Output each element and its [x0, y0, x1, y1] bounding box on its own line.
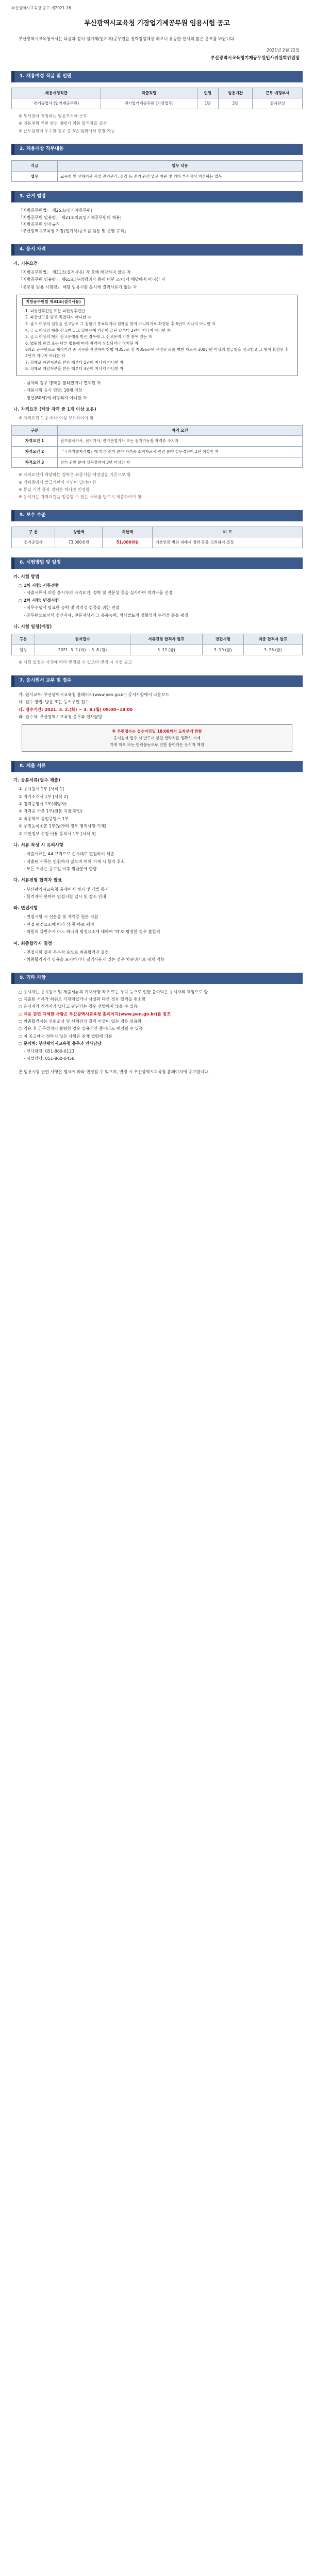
- table-cell: 전기업기제공무원 (기장업무): [101, 98, 197, 109]
- salary-table: [11, 527, 303, 548]
- table-cell: 전기공업사: [12, 537, 55, 548]
- table-row: [12, 537, 303, 548]
- table-cell: 자격요건 3: [12, 457, 58, 468]
- document-line: - 면접 평정요소에 따라 상·중·하로 평정: [24, 922, 94, 927]
- section-5-header: 5. 보수 수준: [11, 510, 303, 521]
- list-item: 「부산광역시교육청 기장(업기제)공무원 임용 및 운영 규칙」: [19, 229, 128, 234]
- col-header: 최종 합격자 발표: [243, 634, 302, 645]
- subhead: 나. 시험 일정(예정): [13, 624, 52, 630]
- other-line: ○ 응시자는 응시원서 및 제출서류의 기재사항 착오 또는 누락 등으로 인한 불이익은 응시자의 책임으로 함: [19, 989, 208, 994]
- schedule-note: ※ 시험 일정은 사정에 따라 변경될 수 있으며 변경 시 사전 공고: [19, 660, 133, 665]
- col-header: 구분: [12, 634, 35, 645]
- col-header: 비 고: [153, 527, 303, 537]
- disqualification-box: [16, 295, 298, 376]
- box-line: 8. 징계로 해임처분을 받은 때부터 3년이 지나지 아니한 자: [25, 366, 124, 371]
- document-line: - 제출서류는 A4 규격으로 순서대로 편철하여 제출: [24, 852, 114, 857]
- intro-text: 부산광역시교육청에서는 다음과 같이 임기제(업기제)공무원을 경력경쟁채용 하오니 유능한 인재의 많은 응모를 바랍니다.: [19, 36, 236, 41]
- document-line: ⑥ 주민등록초본 1부(남자의 경우 병적사항 기재): [19, 824, 107, 829]
- notice-org: 부산광역시교육청기제공무원인사위원회위원장: [210, 55, 300, 61]
- other-line: ○ 제출된 서류가 허위로 기재되었거나 사실과 다른 경우 합격을 취소함: [19, 996, 146, 1002]
- table-cell: 자격요건 1: [12, 436, 58, 447]
- other-line: ○ 임용 후 근무성적이 불량한 경우 임용기간 중이라도 해임될 수 있음: [19, 1026, 143, 1031]
- table-row: [12, 457, 303, 468]
- callout-line: 기재 착오 또는 연락불능으로 인한 불이익은 응시자 책임: [109, 742, 205, 747]
- box-line: 5. 금고 이상의 형의 선고유예를 받은 경우에 그 선고유예 기간 중에 있는 자: [25, 334, 152, 340]
- dash-line: - 채용시험 응시 연령: 18세 이상: [24, 388, 82, 393]
- s4-note: ※ 자격요건에 해당하는 경력은 최종시험 예정일을 기준으로 함: [19, 472, 131, 478]
- table-cell: 업무: [12, 171, 58, 182]
- s4-note: ※ 경력증명서 발급기관의 직인이 있어야 함: [19, 480, 96, 485]
- requirement-line: 「지방공무원법」 제31조(결격사유) 각 호에 해당하지 않은 자: [19, 269, 131, 275]
- qualification-table: [11, 425, 303, 468]
- document-line: ① 응시원서 1부 [서식 1]: [19, 787, 64, 792]
- section-9-header: 9. 기타 사항: [11, 973, 303, 984]
- document-line: - 합격자에 한하여 면접시험 일시 및 장소 안내: [24, 894, 106, 899]
- box-line: 3. 금고 이상의 실형을 선고받고 그 집행이 종료되거나 집행을 받지 아니하기로 확정된 후 5년이 지나지 아니한 자: [25, 321, 216, 326]
- subhead: 가. 기본요건: [13, 261, 38, 266]
- table-cell: 2년: [218, 98, 253, 109]
- col-header: 서류전형 합격자 발표: [130, 634, 203, 645]
- table-cell: 「국가기술자격법」에 따른 전기 분야 자격증 소지자로서 관련 분야 실무경력이 2년 이상인 자: [58, 446, 303, 457]
- s1-note: ※ 부서장이 지정하는 임용부서에 근무: [19, 113, 87, 118]
- subhead: 가. 시험 방법: [13, 574, 40, 580]
- section-2-header: 2. 채용대상 직무내용: [11, 144, 303, 155]
- col-header: 하한액: [103, 527, 153, 537]
- section-4-header: 4. 응시 자격: [11, 244, 303, 256]
- document-line: ⑤ 최종학교 졸업증명서 1부: [19, 816, 69, 821]
- contact-line: - 인사담당: 051-860-0123: [24, 1048, 75, 1054]
- document-line: - 최종합격자가 임용을 포기하거나 결격사유가 있는 경우 차순위자로 대체 가능: [24, 957, 165, 962]
- subhead: 가. 공통서류(필수 제출): [13, 778, 60, 784]
- subhead: 다. 서류전형 합격자 발표: [13, 878, 62, 884]
- s1-note: ※ 임용계획 인원 범위 내에서 최종 합격자를 결정: [19, 121, 107, 126]
- col-header: 상한액: [55, 527, 103, 537]
- s4-note: ※ 응시자는 자격요건을 입증할 수 있는 서류를 반드시 제출하여야 함: [19, 495, 142, 500]
- application-line: 가. 원서교부: 부산광역시교육청 홈페이지(www.pen.go.kr) 공지사항에서 다운로드: [19, 692, 170, 697]
- col-header: 채용예정직급: [12, 88, 101, 98]
- schedule-table: [11, 634, 303, 655]
- table-cell: 전기공업사 (업기제공무원): [12, 98, 101, 109]
- table-cell: 전기 관련 분야 실무경력이 3년 이상인 자: [58, 457, 303, 468]
- exam-line: ○ 2차 시험: 면접시험: [19, 598, 59, 603]
- section-7-header: 7. 응시원서 교부 및 접수: [11, 675, 303, 687]
- table-row: [12, 446, 303, 457]
- other-line: ○ 최종합격자는 신원조사 및 신체검사 결과 이상이 없는 경우 임용함: [19, 1019, 142, 1024]
- document-line: ⑦ 개인정보 수집·이용 동의서 1부 [서식 3]: [19, 831, 96, 836]
- duty-table: [11, 160, 303, 182]
- notice-title: 부산광역시교육청 기장업기제공무원 임용시험 공고: [84, 19, 230, 27]
- other-line: ○ 채용 관련 자세한 사항은 부산광역시교육청 홈페이지(www.pen.go.kr)를 참조: [19, 1011, 171, 1016]
- document-line: ② 자기소개서 1부 [서식 2]: [19, 794, 68, 799]
- other-line: ○ 이 공고에서 정하지 않은 사항은 관계 법령에 따름: [19, 1033, 112, 1039]
- requirement-line: 「지방공무원 임용령」 제65조(부정행위자 등에 대한 조치)에 해당하지 아니한 자: [19, 277, 166, 282]
- recruitment-table: [11, 88, 303, 109]
- exam-line: - 제출서류에 의한 응시자의 자격요건, 경력 및 전문성 등을 심사하여 적격자를 선정: [24, 590, 173, 596]
- document-line: - 면접시험 결과 우수자 순으로 최종합격자 결정: [24, 950, 109, 955]
- box-line: 2. 파산선고를 받고 복권되지 아니한 자: [25, 315, 91, 320]
- document-line: ③ 경력증명서 1부(해당자): [19, 802, 67, 807]
- box-title: 지방공무원법 제31조(결격사유): [22, 298, 85, 306]
- header-note: 부산광역시교육청 공고 제2021-16: [11, 6, 71, 10]
- col-header: 원서접수: [35, 634, 130, 645]
- subnote: ※ 자격요건 1 중 하나 이상 보유하여야 함: [19, 416, 94, 421]
- s4-note: ※ 동일 기간 중복 경력은 하나만 인정함: [19, 487, 90, 492]
- col-header: 면접시험: [202, 634, 243, 645]
- table-row: [12, 645, 303, 655]
- closing-text: 본 임용시험 관련 사항은 필요에 따라 변경될 수 있으며, 변경 시 부산광역시교육청 홈페이지에 공고합니다.: [19, 1070, 210, 1075]
- notice-date: 2021년 2월 22일: [267, 48, 300, 53]
- table-cell: 3. 12.(금): [130, 645, 203, 655]
- contact-line: - 시설담당: 051-860-0456: [24, 1056, 75, 1061]
- table-cell: 기본연봉 범위 내에서 경력 등을 고려하여 결정: [153, 537, 303, 548]
- col-header: 근무 예정부서: [253, 88, 303, 98]
- col-header: 업무 내용: [58, 161, 303, 172]
- list-item: 「지방공무원 인사규칙」: [19, 222, 64, 227]
- col-header: 직급: [12, 161, 58, 172]
- list-item: 「지방공무원법」 제25조(임기제공무원): [19, 208, 93, 213]
- col-header: 임용기간: [218, 88, 253, 98]
- table-row: [12, 171, 303, 182]
- table-row: [12, 436, 303, 447]
- exam-line: - 직무수행에 필요한 능력 및 적격성 검증을 위한 면접: [24, 605, 120, 611]
- document-line: - 모든 서류는 공고일 이후 발급분에 한함: [24, 866, 97, 871]
- box-line: 4. 금고 이상의 형을 선고받고 그 집행유예 기간이 끝난 날부터 2년이 지나지 아니한 자: [25, 328, 171, 333]
- subhead: 나. 서류 작성 시 유의사항: [13, 843, 64, 848]
- section-3-header: 3. 근거 법령: [11, 191, 303, 202]
- box-line: 1. 피성년후견인 또는 피한정후견인: [25, 308, 85, 313]
- list-item: 「지방공무원 임용령」 제21조의2(임기제공무원의 채용): [19, 215, 122, 220]
- law-list: [19, 208, 299, 235]
- section-8-header: 8. 제출 서류: [11, 761, 303, 772]
- document-line: - 부산광역시교육청 홈페이지 게시 및 개별 통지: [24, 887, 109, 892]
- requirement-line: 「공무원 임용 시험령」 해당 임용시험 응시에 결격사유가 없는 자: [19, 284, 137, 290]
- section-1-header: 1. 채용예정 직급 및 인원: [11, 71, 303, 82]
- col-header: 직급직렬: [101, 88, 197, 98]
- col-header: 구분: [12, 425, 58, 436]
- box-line: 6의2. 공무원으로 재직기간 중 직무와 관련하여 형법 제355조 및 제356조에 규정된 죄를 범한 자로서 300만원 이상의 벌금형을 선고받고 그 형이 확정된 후 2년이 지나지 아니한 자: [25, 347, 289, 359]
- table-cell: 일정: [12, 645, 35, 655]
- contact-intro: ○ 문의처: 부산광역시교육청 총무과 인사담당: [19, 1041, 102, 1046]
- table-cell: 1명: [197, 98, 218, 109]
- section-6-header: 6. 시험방법 및 일정: [11, 557, 303, 569]
- exam-line: ○ 1차 시험: 서류전형: [19, 583, 59, 588]
- application-callout: [22, 724, 292, 752]
- table-cell: 전기공사기사, 전기기사, 전기산업기사 또는 전기기능장 자격증 소지자: [58, 436, 303, 447]
- application-line: 라. 접수처: 부산광역시교육청 총무과 인사담당: [19, 714, 103, 719]
- table-cell: 2021. 3. 2.(화) ~ 3. 8.(월): [35, 645, 130, 655]
- subhead: 라. 면접시험: [13, 906, 38, 911]
- table-cell: 3. 19.(금): [202, 645, 243, 655]
- callout-line: ※ 우편접수는 접수마감일 18:00까지 도착분에 한함: [112, 729, 202, 734]
- document-line: - 제출된 서류는 반환하지 않으며 허위 기재 시 합격 취소: [24, 859, 125, 864]
- table-cell: 73,000천원: [55, 537, 103, 548]
- col-header: 인원: [197, 88, 218, 98]
- dash-line: - 정년(60세)에 해당되지 아니한 자: [24, 395, 87, 400]
- table-cell: 교육청 및 산하기관 시설 전기관리, 점검 등 전기 관련 업무 지원 및 기타 부서장이 지정하는 업무: [58, 171, 303, 182]
- application-line: 다. 접수기간: 2021. 3. 2.(화) ~ 3. 8.(월) 09:00~18:00: [19, 707, 133, 712]
- table-cell: 51,000천원: [103, 537, 153, 548]
- table-cell: 자격요건 2: [12, 446, 58, 457]
- notice-page: [0, 0, 314, 1087]
- table-cell: 감사관실: [253, 98, 303, 109]
- col-header: 자격 요건: [58, 425, 303, 436]
- dash-line: - 남자의 경우 병역을 필하였거나 면제된 자: [24, 380, 101, 385]
- s1-note: ※ 근무실적이 우수한 경우 총 5년 범위에서 연장 가능: [19, 128, 115, 133]
- box-line: 7. 징계로 파면처분을 받은 때부터 5년이 지나지 아니한 자: [25, 360, 124, 365]
- document-line: - 면접시험 시 신분증 및 자격증 원본 지참: [24, 914, 98, 920]
- callout-line: 응시원서 접수 시 반드시 본인 연락처를 정확히 기재: [113, 735, 201, 740]
- table-cell: 3. 26.(금): [243, 645, 302, 655]
- subhead: 마. 최종합격자 결정: [13, 941, 52, 946]
- subhead: 나. 자격요건 (해당 자격 중 1개 이상 보유): [13, 407, 96, 413]
- table-row: [12, 98, 303, 109]
- application-line: 나. 접수 방법: 방문 또는 등기우편 접수: [19, 700, 89, 705]
- document-line: - 위원의 과반수가 어느 하나의 평정요소에 대하여 '하'로 평정한 경우 불합격: [24, 929, 160, 935]
- exam-line: - 공무원으로서의 정신자세, 전문지식과 그 응용능력, 의사발표의 정확성과 논리성 등을 평정: [24, 613, 189, 618]
- box-line: 6. 법원의 판결 또는 다른 법률에 따라 자격이 상실되거나 정지된 자: [25, 341, 139, 346]
- col-header: 구 분: [12, 527, 55, 537]
- document-line: ④ 자격증 사본 1부(원본 지참 확인): [19, 809, 82, 814]
- other-line: ○ 응시자가 적격자가 없다고 판단되는 경우 선발하지 않을 수 있음: [19, 1004, 138, 1009]
